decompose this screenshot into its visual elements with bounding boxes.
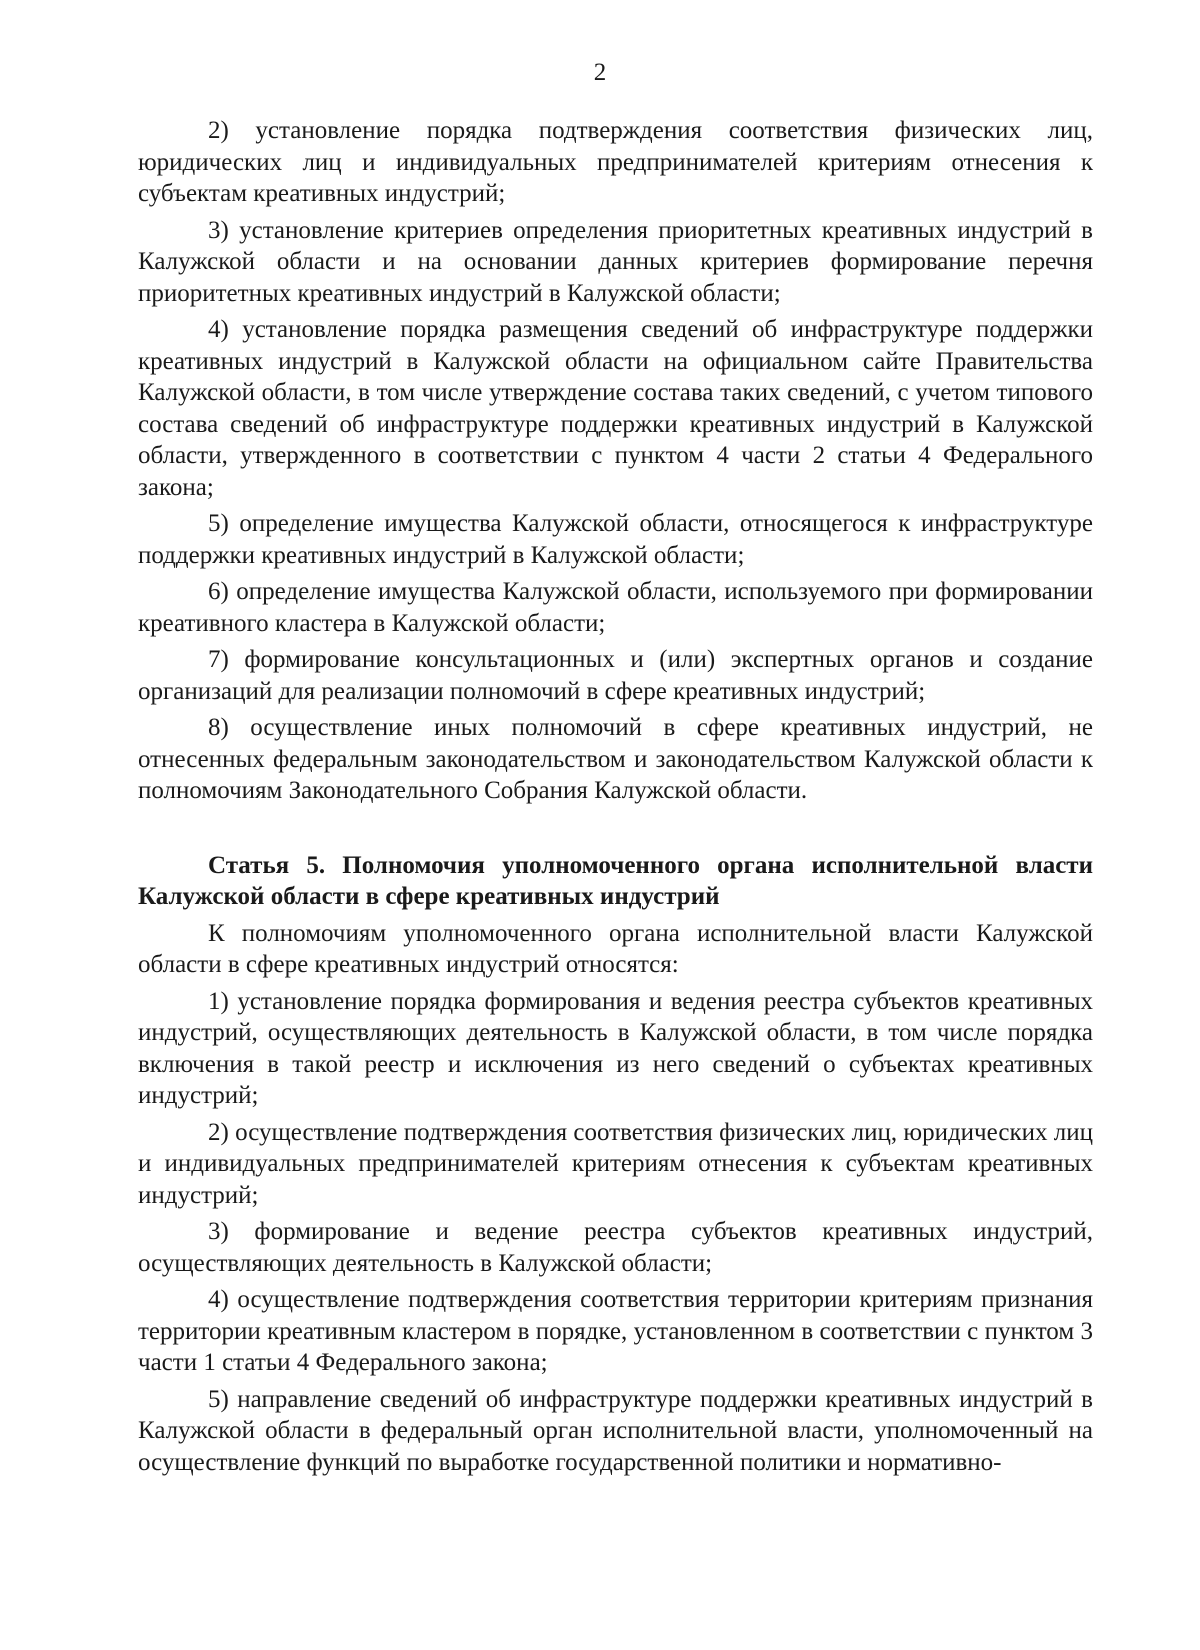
list-item: 2) осуществление подтверждения соответствия физических лиц, юридических лиц и индивидуальных предпринимателей критериям отнесения к субъектам креативных индустрий; <box>138 1118 1093 1209</box>
list-item: 7) формирование консультационных и (или) экспертных органов и создание организаций для реализации полномочий в сфере креативных индустрий; <box>138 646 1093 705</box>
document-body <box>138 115 1093 1483</box>
article-heading: Статья 5. Полномочия уполномоченного органа исполнительной власти Калужской области в сфере креативных индустрий <box>138 851 1093 910</box>
list-item: 6) определение имущества Калужской области, используемого при формировании креативного кластера в Калужской области; <box>138 578 1093 637</box>
list-item: 5) определение имущества Калужской области, относящегося к инфраструктуре поддержки креативных индустрий в Калужской области; <box>138 510 1093 569</box>
list-item: 3) формирование и ведение реестра субъектов креативных индустрий, осуществляющих деятельность в Калужской области; <box>138 1218 1093 1277</box>
list-item: 2) установление порядка подтверждения соответствия физических лиц, юридических лиц и индивидуальных предпринимателей критериям отнесения к субъектам креативных индустрий; <box>138 117 1093 207</box>
list-item: 4) осуществление подтверждения соответствия территории критериям признания территории креативным кластером в порядке, установленном в соответствии с пунктом 3 части 1 статьи 4 Федерального закона; <box>138 1286 1093 1376</box>
list-item: 3) установление критериев определения приоритетных креативных индустрий в Калужской области и на основании данных критериев формирование перечня приоритетных креативных индустрий в Калужской области; <box>138 216 1093 307</box>
article-intro: К полномочиям уполномоченного органа исполнительной власти Калужской области в сфере креативных индустрий относятся: <box>138 919 1093 978</box>
section-spacer <box>138 812 1093 850</box>
page-number: 2 <box>593 59 607 86</box>
list-item: 8) осуществление иных полномочий в сфере креативных индустрий, не отнесенных федеральным законодательством и законодательством Калужской области к полномочиям Законодательного Собрания Калужской области. <box>138 714 1093 804</box>
list-item: 4) установление порядка размещения сведений об инфраструктуре поддержки креативных индустрий в Калужской области на официальном сайте Правительства Калужской области, в том числе утверждение состава таких сведений, с учетом типового состава сведений об инфраструктуре поддержки креативных индустрий в Калужской области, утвержденного в соответствии с пунктом 4 части 2 статьи 4 Федерального закона; <box>138 316 1093 501</box>
list-item: 5) направление сведений об инфраструктуре поддержки креативных индустрий в Калужской области в федеральный орган исполнительной власти, уполномоченный на осуществление функций по выработке государственной политики и нормативно- <box>138 1385 1093 1476</box>
list-item: 1) установление порядка формирования и ведения реестра субъектов креативных индустрий, осуществляющих деятельность в Калужской области, в том числе порядка включения в такой реестр и исключения из него сведений о субъектах креативных индустрий; <box>138 987 1093 1109</box>
